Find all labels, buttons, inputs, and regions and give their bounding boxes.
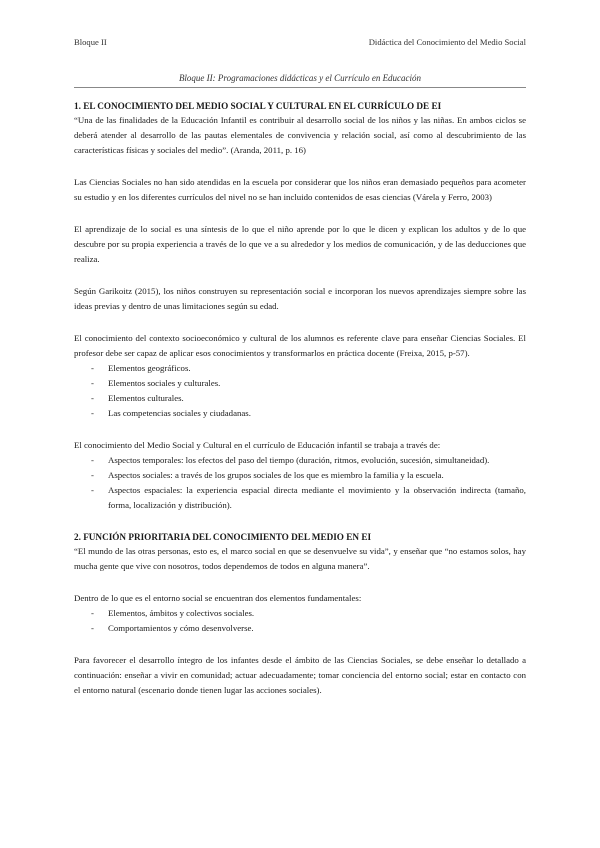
list-item: - Aspectos espaciales: la experiencia espacial directa mediante el movimiento y la observación indirecta (tamaño, forma, localización y distribución).	[74, 483, 526, 513]
section-1-paragraph-5: El conocimiento del contexto socioeconómico y cultural de los alumnos es referente clave para enseñar Ciencias Sociales. El profesor debe ser capaz de aplicar esos conocimientos y transformarlos en práctica docente (Freixa, 2015, p-57).	[74, 333, 526, 358]
section-1-paragraph-3: El aprendizaje de lo social es una síntesis de lo que el niño aprende por lo que le dicen y explican los adultos y de lo que descubre por su propia experiencia a través de lo que ve a su alrededor y los medios de comunicación, y de las deducciones que realiza.	[74, 224, 526, 264]
section-1-paragraph-6: El conocimiento del Medio Social y Cultural en el currículo de Educación infantil se trabaja a través de:	[74, 440, 441, 450]
section-1-list-2	[74, 453, 526, 513]
list-item: - Aspectos temporales: los efectos del paso del tiempo (duración, ritmos, evolución, sucesión, simultaneidad).	[74, 453, 526, 468]
list-item: - Comportamientos y cómo desenvolverse.	[74, 621, 526, 636]
section-1-list-1	[74, 361, 526, 421]
section-2-paragraph-3: Para favorecer el desarrollo íntegro de los infantes desde el ámbito de las Ciencias Sociales, se debe enseñar lo detallado a continuación: enseñar a vivir en comunidad; actuar adecuadamente; tomar conciencia del entorno social; estar en contacto con el entorno natural (escenario donde tienen lugar las acciones sociales).	[74, 655, 526, 695]
running-header	[74, 37, 526, 47]
section-2-paragraph-2: Dentro de lo que es el entorno social se encuentran dos elementos fundamentales:	[74, 593, 362, 603]
section-2-paragraph-1: “El mundo de las otras personas, esto es, el marco social en que se desenvuelve su vida”, y enseñar que “no estamos solos, hay mucha gente que vive con nosotros, todos dependemos de todos en alguna manera”.	[74, 546, 526, 571]
list-item: - Aspectos sociales: a través de los grupos sociales de los que es miembro la familia y la escuela.	[74, 468, 526, 483]
header-right: Didáctica del Conocimiento del Medio Social	[368, 37, 526, 47]
section-1-heading: 1. EL CONOCIMIENTO DEL MEDIO SOCIAL Y CULTURAL EN EL CURRÍCULO DE EI	[74, 101, 442, 111]
header-left: Bloque II	[74, 37, 107, 47]
list-item: - Elementos, ámbitos y colectivos sociales.	[74, 606, 526, 621]
list-item: - Las competencias sociales y ciudadanas.	[74, 406, 526, 421]
document-body	[74, 99, 526, 698]
section-1-paragraph-1: “Una de las finalidades de la Educación Infantil es contribuir al desarrollo social de los niños y las niñas. En ambos ciclos se deberá atender al desarrollo de las pautas elementales de convivencia y relación social, así como al descubrimiento de las características físicas y sociales del medio”. (Aranda, 2011, p. 16)	[74, 115, 526, 155]
section-1-paragraph-2: Las Ciencias Sociales no han sido atendidas en la escuela por considerar que los niños eran demasiado pequeños para acometer su estudio y en los diferentes currículos del nivel no se han incluido contenidos de esas ciencias (Várela y Ferro, 2003)	[74, 177, 526, 202]
section-2-list-1	[74, 606, 526, 636]
list-item: - Elementos geográficos.	[74, 361, 526, 376]
section-1-paragraph-4: Según Garikoitz (2015), los niños construyen su representación social e incorporan los nuevos aprendizajes siempre sobre las ideas previas y dentro de unas limitaciones según su edad.	[74, 286, 526, 311]
section-2-heading: 2. FUNCIÓN PRIORITARIA DEL CONOCIMIENTO DEL MEDIO EN EI	[74, 532, 372, 542]
list-item: - Elementos culturales.	[74, 391, 526, 406]
list-item: - Elementos sociales y culturales.	[74, 376, 526, 391]
document-subtitle: Bloque II: Programaciones didácticas y el Currículo en Educación	[74, 73, 526, 88]
